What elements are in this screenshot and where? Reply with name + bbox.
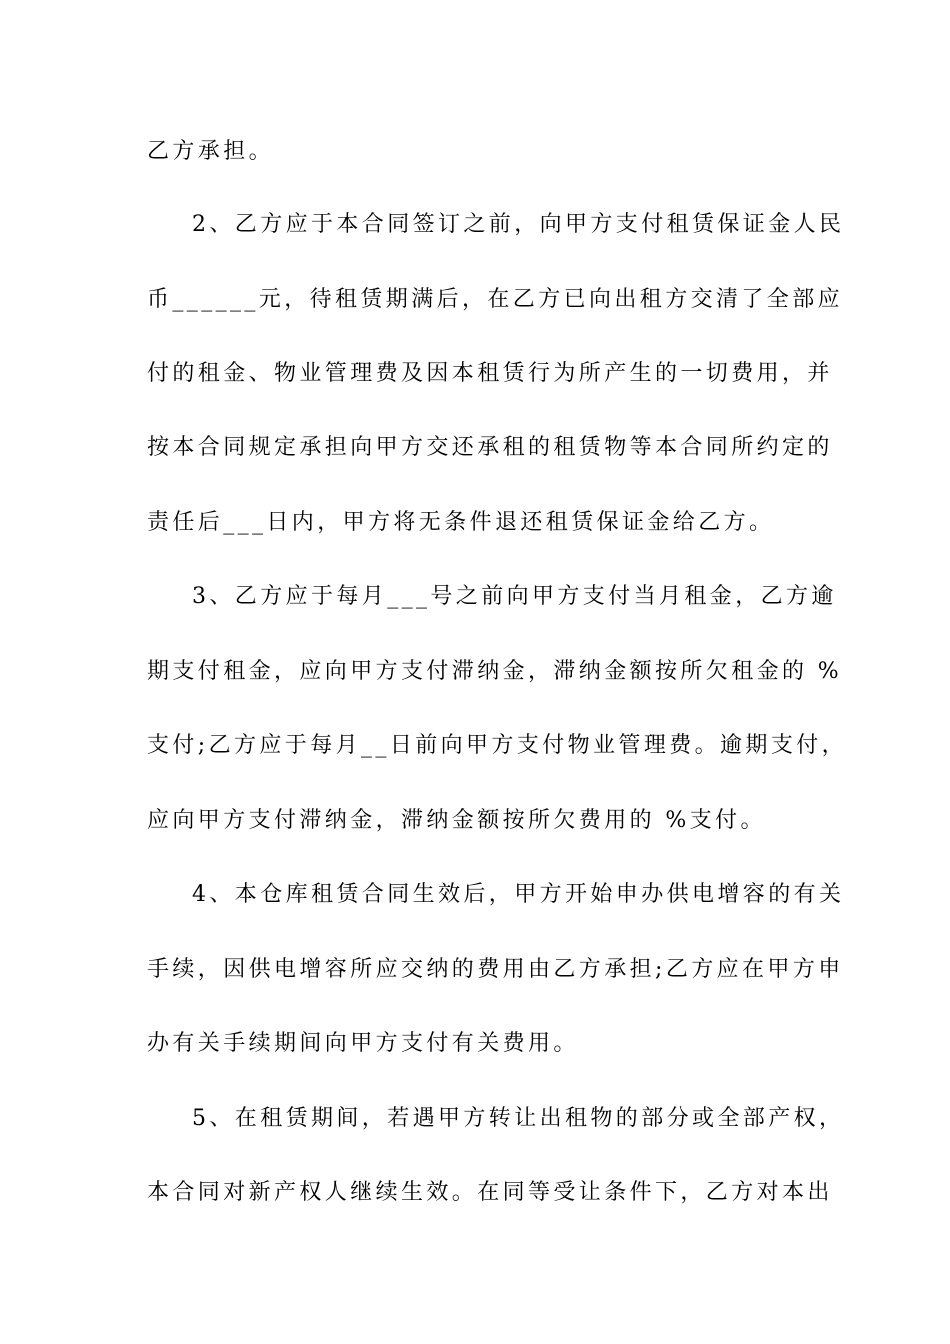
- text-line: 乙方承担。: [147, 139, 275, 164]
- text-line: 币______元，待租赁期满后，在乙方已向出租方交清了全部应: [147, 287, 844, 312]
- paragraph-3-start: 3、乙方应于每月___号之前向甲方支付当月租金，乙方逾: [192, 584, 837, 609]
- text-line: 责任后___日内，甲方将无条件退还租赁保证金给乙方。: [147, 510, 775, 535]
- text-line: 期支付租金，应向甲方支付滞纳金，滞纳金额按所欠租金的 %: [147, 659, 843, 684]
- text-line: 支付;乙方应于每月__日前向甲方支付物业管理费。逾期支付，: [147, 733, 848, 758]
- paragraph-5-start: 5、在租赁期间，若遇甲方转让出租物的部分或全部产权，: [192, 1106, 845, 1131]
- text-line: 付的租金、物业管理费及因本租赁行为所产生的一切费用，并: [147, 361, 833, 386]
- text-line: 手续，因供电增容所应交纳的费用由乙方承担;乙方应在甲方申: [147, 957, 844, 982]
- text-line: 本合同对新产权人继续生效。在同等受让条件下，乙方对本出: [147, 1180, 833, 1205]
- text-line: 应向甲方支付滞纳金，滞纳金额按所欠费用的 %支付。: [147, 808, 766, 833]
- paragraph-4-start: 4、本仓库租赁合同生效后，甲方开始申办供电增容的有关: [192, 882, 845, 907]
- text-line: 按本合同规定承担向甲方交还承租的租赁物等本合同所约定的: [147, 435, 833, 460]
- text-line: 办有关手续期间向甲方支付有关费用。: [147, 1031, 579, 1056]
- paragraph-2-start: 2、乙方应于本合同签订之前，向甲方支付租赁保证金人民: [192, 212, 845, 237]
